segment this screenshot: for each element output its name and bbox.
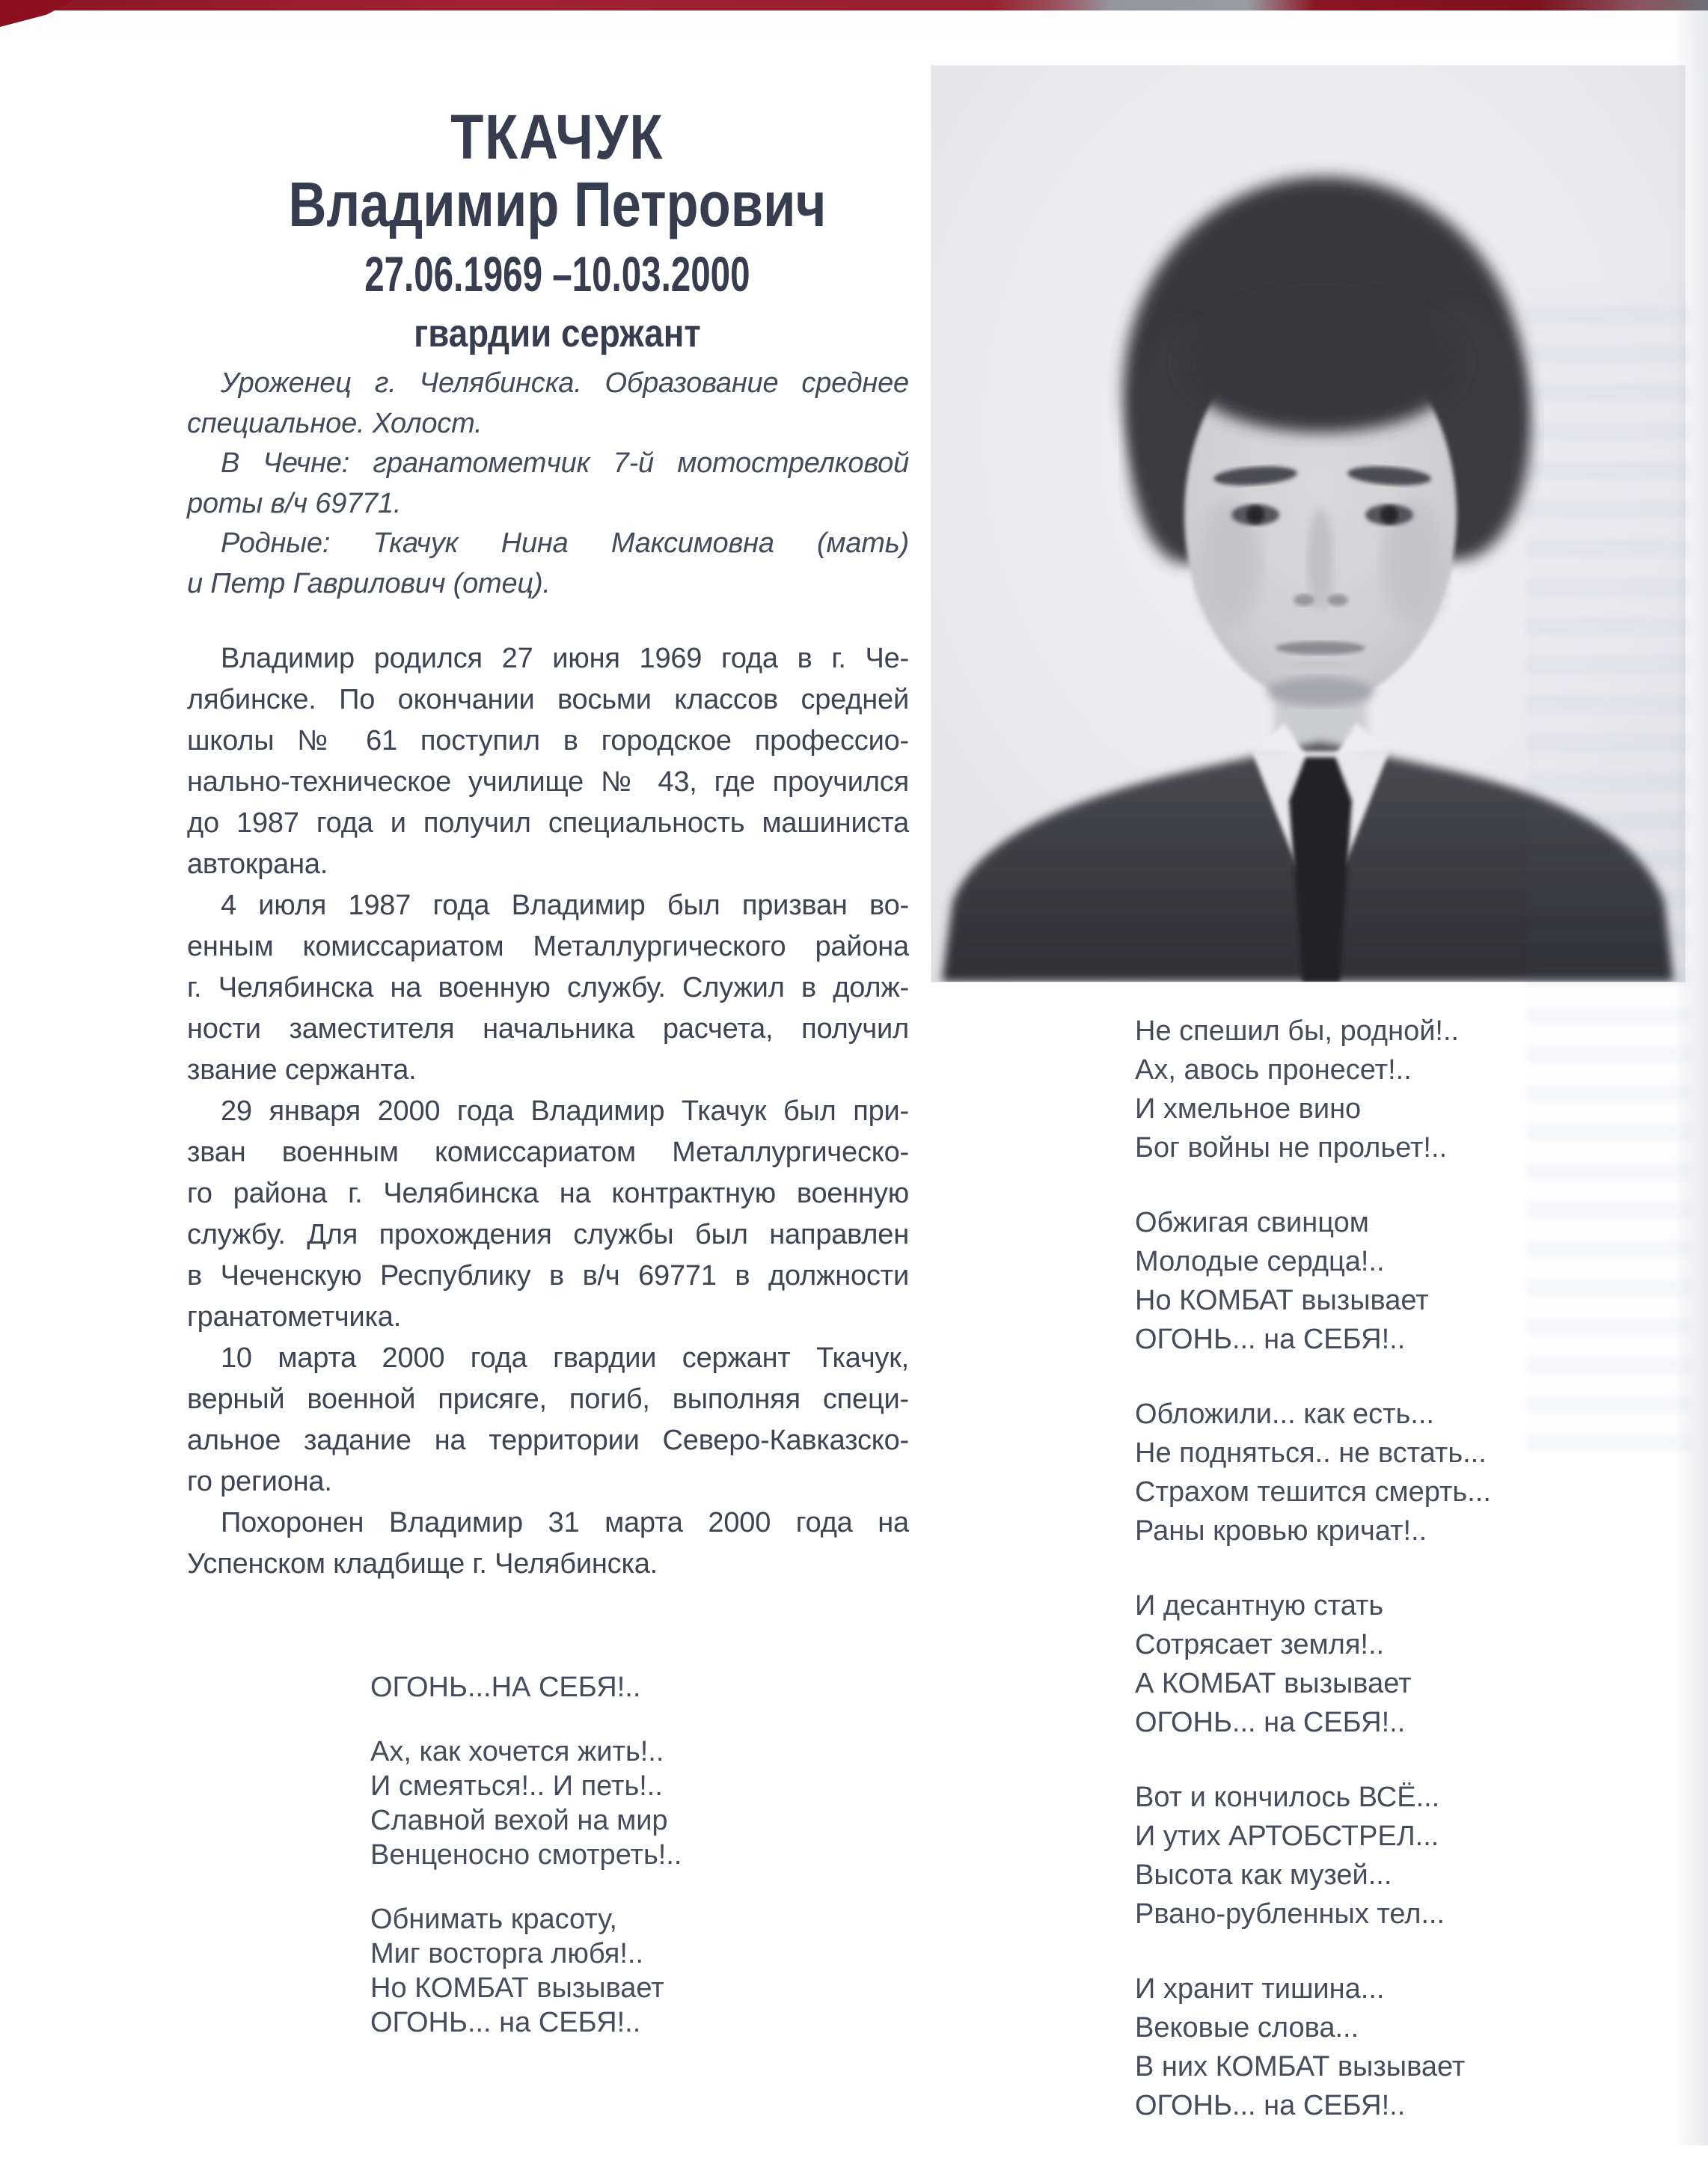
text-line: Родные: Ткачук Нина Максимовна (мать) — [221, 528, 909, 559]
stanza — [1135, 1203, 1491, 1359]
text-line: верный военной присяге, погиб, выполняя специ- — [187, 1384, 909, 1415]
paragraph — [187, 1503, 909, 1585]
text-line: службу. Для прохождения службы был направлен — [187, 1219, 909, 1250]
text-line: Уроженец г. Челябинска. Образование среднее — [221, 367, 909, 399]
page-title-name — [187, 171, 928, 238]
poem-line: Миг восторга любя!.. — [370, 1938, 644, 1969]
paragraph — [187, 444, 909, 524]
paragraph — [187, 1338, 909, 1503]
rank-text: гвардии сержант — [414, 312, 701, 355]
poem-line: ОГОНЬ...НА СЕБЯ!.. — [370, 1672, 641, 1703]
poem-line: И утих АРТОБСТРЕЛ... — [1135, 1821, 1439, 1852]
stanza — [1135, 1969, 1491, 2125]
text-line: 29 января 2000 года Владимир Ткачук был при- — [221, 1095, 909, 1127]
poem-line: Не подняться.. не встать... — [1135, 1437, 1487, 1469]
text-line: и Петр Гаврилович (отец). — [187, 567, 551, 599]
paragraph — [187, 364, 909, 444]
text-line: до 1987 года и получил специальность машиниста — [187, 807, 909, 839]
text-line: лябинске. По окончании восьми классов средней — [187, 684, 909, 715]
text-line: го региона. — [187, 1466, 332, 1497]
text-line: Владимир родился 27 июня 1969 года в г. Че- — [221, 643, 909, 674]
text-line: ности заместителя начальника расчета, получил — [187, 1013, 909, 1045]
text-line: гранатометчика. — [187, 1301, 402, 1333]
poem-line: И хмельное вино — [1135, 1093, 1362, 1125]
text-line: в Чеченскую Республику в в/ч 69771 в должности — [187, 1260, 909, 1292]
stanza — [1135, 1586, 1491, 1742]
poem-line: ОГОНЬ... на СЕБЯ!.. — [1135, 1707, 1406, 1738]
poem-line: Раны кровью кричат!.. — [1135, 1515, 1427, 1547]
poem-line: Не спешил бы, родной!.. — [1135, 1015, 1460, 1047]
text-line: нально-техническое училище № 43, где проучился — [187, 766, 909, 798]
poem-line: Но КОМБАТ вызывает — [370, 1972, 664, 2004]
poem-line: И смеяться!.. И петь!.. — [370, 1770, 663, 1802]
paragraph — [187, 1091, 909, 1338]
name-text: Владимир Петрович — [288, 169, 827, 239]
poem-line: В них КОМБАТ вызывает — [1135, 2051, 1466, 2082]
poem-line: Ах, как хочется жить!.. — [370, 1736, 664, 1767]
poem-line: Венценосно смотреть!.. — [370, 1839, 682, 1871]
poem-line: Но КОМБАТ вызывает — [1135, 1285, 1429, 1316]
poem-line: Вот и кончилось ВСЁ... — [1135, 1782, 1440, 1813]
text-line: роты в/ч 69771. — [187, 487, 402, 519]
poem-line: Славной вехой на мир — [370, 1805, 668, 1836]
page-bleed-through — [1526, 284, 1691, 1452]
life-dates — [187, 247, 928, 301]
text-line: Успенском кладбище г. Челябинска. — [187, 1548, 658, 1580]
poem-line: Сотрясает земля!.. — [1135, 1629, 1385, 1660]
stanza — [370, 1670, 682, 1705]
cover-corner-blob — [0, 0, 75, 27]
stanza — [370, 1902, 682, 2040]
poem-line: Бог войны не прольет!.. — [1135, 1132, 1448, 1164]
poem-line: А КОМБАТ вызывает — [1135, 1668, 1412, 1699]
text-line: г. Челябинска на военную службу. Служил в долж- — [187, 972, 909, 1003]
stanza — [1135, 1012, 1491, 1167]
poem-line: И хранит тишина... — [1135, 1973, 1385, 2005]
text-line: 10 марта 2000 года гвардии сержант Ткачук, — [221, 1342, 909, 1374]
poem-line: ОГОНЬ... на СЕБЯ!.. — [370, 2007, 641, 2038]
poem-line: Вековые слова... — [1135, 2012, 1359, 2044]
poem-line: Обнимать красоту, — [370, 1904, 617, 1935]
text-line: звание сержанта. — [187, 1054, 417, 1086]
text-line: го района г. Челябинска на контрактную военную — [187, 1178, 909, 1209]
military-rank — [187, 313, 928, 355]
poem-line: Страхом тешится смерть... — [1135, 1476, 1491, 1508]
surname-text: ТКАЧУК — [450, 102, 664, 172]
text-line: автокрана. — [187, 849, 328, 880]
text-line: Похоронен Владимир 31 марта 2000 года на — [221, 1507, 909, 1538]
page-edge-shadow — [1674, 0, 1708, 2145]
poem-line: Обложили... как есть... — [1135, 1399, 1434, 1430]
stanza — [370, 1734, 682, 1872]
poem-left — [370, 1670, 682, 2070]
poem-line: ОГОНЬ... на СЕБЯ!.. — [1135, 2090, 1406, 2121]
dates-text: 27.06.1969 –10.03.2000 — [364, 246, 750, 302]
poem-line: И десантную стать — [1135, 1590, 1384, 1621]
poem-line: Молодые сердца!.. — [1135, 1246, 1385, 1277]
paragraph — [187, 885, 909, 1091]
stanza — [1135, 1778, 1491, 1934]
text-line: альное задание на территории Северо-Кавказско- — [187, 1425, 909, 1456]
stanza — [1135, 1395, 1491, 1550]
bio-summary — [187, 364, 909, 604]
book-cover-top-edge — [0, 0, 1708, 10]
text-line: зван военным комиссариатом Металлургическо- — [187, 1137, 909, 1168]
poem-right — [1135, 1012, 1491, 2161]
paragraph — [187, 638, 909, 885]
poem-line: Высота как музей... — [1135, 1859, 1392, 1891]
poem-line: Ах, авось пронесет!.. — [1135, 1054, 1412, 1086]
biography-text — [187, 638, 909, 1585]
text-line: специальное. Холост. — [187, 407, 483, 439]
text-line: В Чечне: гранатометчик 7-й мотострелковой — [221, 447, 909, 479]
poem-line: ОГОНЬ... на СЕБЯ!.. — [1135, 1324, 1406, 1355]
text-line: школы № 61 поступил в городское профессио- — [187, 725, 909, 756]
poem-line: Рвано-рубленных тел... — [1135, 1898, 1445, 1930]
page-title-surname — [187, 103, 928, 171]
text-line: 4 июля 1987 года Владимир был призван во- — [221, 890, 909, 921]
paragraph — [187, 524, 909, 604]
poem-line: Обжигая свинцом — [1135, 1207, 1369, 1238]
text-line: енным комиссариатом Металлургического района — [187, 931, 909, 962]
